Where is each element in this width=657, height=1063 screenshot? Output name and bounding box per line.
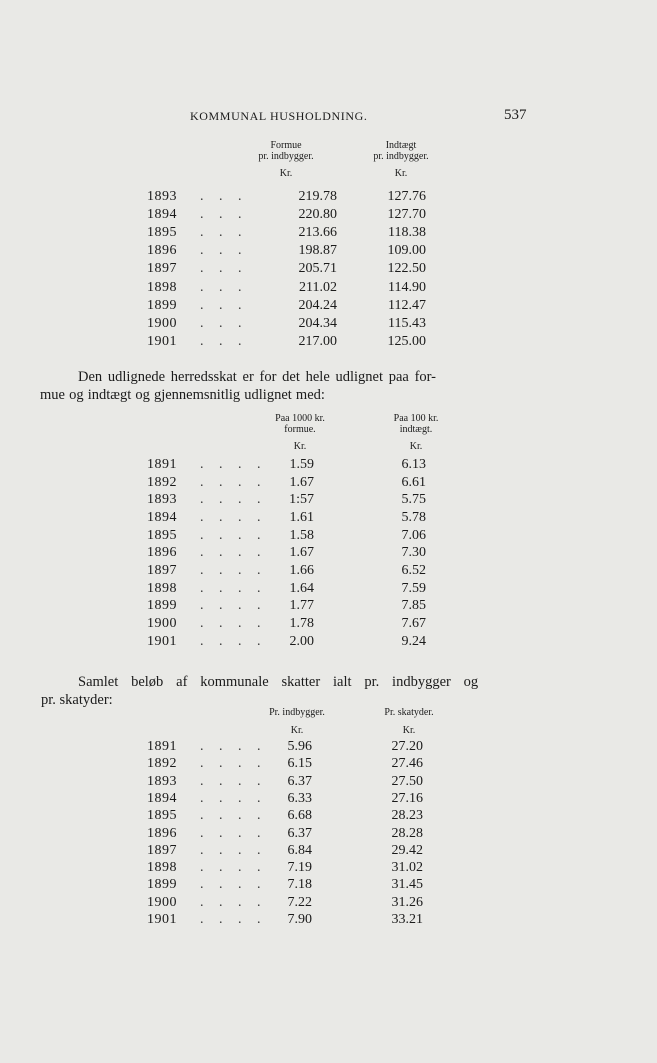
year-cell: 1894 <box>147 790 177 806</box>
header-line: indtægt. <box>399 424 433 435</box>
leader-dots: . . . . <box>200 842 267 858</box>
leader-dots: . . . . <box>200 912 267 927</box>
value-cell: 217.00 <box>298 333 337 349</box>
paragraph-line: Samlet beløb af kommunale skatter ialt pr. indbygger og <box>78 674 479 690</box>
year-cell: 1899 <box>147 598 177 614</box>
value-cell: 27.20 <box>391 739 423 754</box>
value-cell: 7.06 <box>401 527 426 543</box>
column-header-wealth <box>246 140 326 179</box>
year-cell: 1892 <box>147 756 177 772</box>
year-cell: 1898 <box>147 279 177 295</box>
value-cell: 115.43 <box>388 315 426 331</box>
header-unit: Kr. <box>394 168 408 179</box>
header-line: Paa 1000 kr. <box>275 413 325 424</box>
table-row <box>0 316 657 334</box>
column-header-per-100-income <box>376 413 456 452</box>
value-cell: 28.23 <box>391 808 423 824</box>
leader-dots: . . . . <box>200 615 267 631</box>
leader-dots: . . . . <box>200 474 267 490</box>
paragraph-line: mue og indtægt og gjennemsnitlig udlignet med: <box>40 387 325 403</box>
year-cell: 1898 <box>147 580 177 596</box>
value-cell: 112.47 <box>388 297 426 313</box>
leader-dots: . . . <box>200 261 248 277</box>
year-cell: 1900 <box>147 894 177 910</box>
value-cell: 1.67 <box>289 474 314 490</box>
year-cell: 1892 <box>147 474 177 490</box>
leader-dots: . . . . <box>200 808 267 824</box>
value-cell: 1.66 <box>289 562 314 578</box>
table-row <box>0 598 657 616</box>
leader-dots: . . . <box>200 207 248 223</box>
value-cell: 1.64 <box>289 580 314 596</box>
table-row <box>0 843 657 861</box>
leader-dots: . . . . <box>200 739 267 754</box>
value-cell: 6.37 <box>287 825 312 841</box>
value-cell: 9.24 <box>401 633 426 649</box>
year-cell: 1895 <box>147 225 177 241</box>
value-cell: 29.42 <box>391 842 423 858</box>
column-header-per-1000-wealth <box>260 413 340 452</box>
leader-dots: . . . . <box>200 598 267 614</box>
value-cell: 219.78 <box>298 189 337 204</box>
value-cell: 220.80 <box>298 207 337 223</box>
table-row <box>0 877 657 895</box>
table-row <box>0 298 657 316</box>
leader-dots: . . . . <box>200 825 267 841</box>
value-cell: 1.78 <box>289 615 314 631</box>
leader-dots: . . . . <box>200 756 267 772</box>
leader-dots: . . . . <box>200 509 267 525</box>
value-cell: 5.75 <box>401 492 426 508</box>
table-row <box>0 563 657 581</box>
year-cell: 1895 <box>147 808 177 824</box>
table-row <box>0 261 657 279</box>
year-cell: 1897 <box>147 842 177 858</box>
value-cell: 7.19 <box>287 860 312 876</box>
value-cell: 6.52 <box>401 562 426 578</box>
year-cell: 1896 <box>147 545 177 561</box>
value-cell: 7.90 <box>287 912 312 927</box>
value-cell: 127.70 <box>387 207 426 223</box>
table-row <box>0 791 657 809</box>
value-cell: 31.02 <box>391 860 423 876</box>
leader-dots: . . . . <box>200 633 267 649</box>
table-row <box>0 739 657 757</box>
paragraph-herredsskat <box>40 368 437 404</box>
column-header-per-taxpayer <box>369 707 449 736</box>
header-line: pr. indbygger. <box>373 151 429 162</box>
value-cell: 33.21 <box>391 912 423 927</box>
leader-dots: . . . . <box>200 860 267 876</box>
value-cell: 6.61 <box>401 474 426 490</box>
value-cell: 27.16 <box>391 790 423 806</box>
value-cell: 6.33 <box>287 790 312 806</box>
table-row <box>0 528 657 546</box>
year-cell: 1896 <box>147 243 177 259</box>
header-line: Pr. skatyder. <box>384 707 434 718</box>
year-cell: 1895 <box>147 527 177 543</box>
value-cell: 28.28 <box>391 825 423 841</box>
value-cell: 6.13 <box>401 457 426 472</box>
leader-dots: . . . . <box>200 545 267 561</box>
table-row <box>0 616 657 634</box>
header-line: pr. indbygger. <box>258 151 314 162</box>
value-cell: 7.85 <box>401 598 426 614</box>
value-cell: 1:57 <box>289 492 314 508</box>
value-cell: 5.96 <box>287 739 312 754</box>
table-row <box>0 756 657 774</box>
leader-dots: . . . <box>200 225 248 241</box>
leader-dots: . . . <box>200 333 248 349</box>
value-cell: 7.22 <box>287 894 312 910</box>
value-cell: 198.87 <box>298 243 337 259</box>
value-cell: 1.77 <box>289 598 314 614</box>
table-row <box>0 510 657 528</box>
value-cell: 6.15 <box>287 756 312 772</box>
column-header-income <box>359 140 443 179</box>
header-unit: Kr. <box>402 725 416 736</box>
value-cell: 6.68 <box>287 808 312 824</box>
value-cell: 7.67 <box>401 615 426 631</box>
leader-dots: . . . . <box>200 562 267 578</box>
table-row <box>0 581 657 599</box>
year-cell: 1891 <box>147 739 177 754</box>
value-cell: 204.34 <box>298 315 337 331</box>
leader-dots: . . . <box>200 297 248 313</box>
header-line: Pr. indbygger. <box>269 707 325 718</box>
value-cell: 1.61 <box>289 509 314 525</box>
year-cell: 1894 <box>147 207 177 223</box>
leader-dots: . . . . <box>200 457 267 472</box>
year-cell: 1896 <box>147 825 177 841</box>
value-cell: 125.00 <box>387 333 426 349</box>
year-cell: 1899 <box>147 877 177 893</box>
table-row <box>0 189 657 207</box>
leader-dots: . . . . <box>200 790 267 806</box>
value-cell: 2.00 <box>289 633 314 649</box>
value-cell: 1.67 <box>289 545 314 561</box>
header-line: Paa 100 kr. <box>393 413 439 424</box>
year-cell: 1897 <box>147 261 177 277</box>
table-row <box>0 225 657 243</box>
value-cell: 118.38 <box>388 225 426 241</box>
value-cell: 213.66 <box>298 225 337 241</box>
value-cell: 1.59 <box>289 457 314 472</box>
year-cell: 1894 <box>147 509 177 525</box>
value-cell: 122.50 <box>387 261 426 277</box>
year-cell: 1900 <box>147 315 177 331</box>
header-line: Indtægt <box>385 140 417 151</box>
leader-dots: . . . <box>200 189 248 204</box>
column-header-per-inhabitant <box>254 707 340 736</box>
value-cell: 27.50 <box>391 773 423 789</box>
table-row <box>0 774 657 792</box>
value-cell: 7.18 <box>287 877 312 893</box>
table-row <box>0 545 657 563</box>
year-cell: 1891 <box>147 457 177 472</box>
value-cell: 5.78 <box>401 509 426 525</box>
table-row <box>0 457 657 475</box>
running-head <box>0 107 657 125</box>
leader-dots: . . . . <box>200 527 267 543</box>
leader-dots: . . . <box>200 279 248 295</box>
value-cell: 31.45 <box>391 877 423 893</box>
year-cell: 1897 <box>147 562 177 578</box>
header-line: Formue <box>270 140 302 151</box>
running-title: KOMMUNAL HUSHOLDNING. <box>190 109 368 123</box>
table-row <box>0 334 657 352</box>
value-cell: 127.76 <box>387 189 426 204</box>
value-cell: 211.02 <box>299 279 337 295</box>
value-cell: 6.37 <box>287 773 312 789</box>
year-cell: 1893 <box>147 492 177 508</box>
year-cell: 1899 <box>147 297 177 313</box>
paragraph-line: pr. skatyder: <box>41 692 113 708</box>
header-line: formue. <box>284 424 316 435</box>
year-cell: 1900 <box>147 615 177 631</box>
value-cell: 31.26 <box>391 894 423 910</box>
leader-dots: . . . . <box>200 580 267 596</box>
leader-dots: . . . <box>200 315 248 331</box>
value-cell: 1.58 <box>289 527 314 543</box>
year-cell: 1893 <box>147 189 177 204</box>
leader-dots: . . . . <box>200 492 267 508</box>
year-cell: 1898 <box>147 860 177 876</box>
value-cell: 204.24 <box>298 297 337 313</box>
leader-dots: . . . . <box>200 877 267 893</box>
value-cell: 109.00 <box>387 243 426 259</box>
value-cell: 6.84 <box>287 842 312 858</box>
table-row <box>0 280 657 298</box>
header-unit: Kr. <box>409 441 423 452</box>
year-cell: 1901 <box>147 633 177 649</box>
paragraph-line: Den udlignede herredsskat er for det hele udlignet paa for- <box>78 369 437 385</box>
table-row <box>0 492 657 510</box>
year-cell: 1901 <box>147 333 177 349</box>
value-cell: 7.30 <box>401 545 426 561</box>
header-unit: Kr. <box>290 725 304 736</box>
table-row <box>0 475 657 493</box>
value-cell: 114.90 <box>388 279 426 295</box>
year-cell: 1893 <box>147 773 177 789</box>
table-row <box>0 912 657 930</box>
leader-dots: . . . . <box>200 894 267 910</box>
value-cell: 7.59 <box>401 580 426 596</box>
leader-dots: . . . <box>200 243 248 259</box>
header-unit: Kr. <box>279 168 293 179</box>
paragraph-total-taxes <box>41 673 479 709</box>
value-cell: 205.71 <box>298 261 337 277</box>
table-row <box>0 207 657 225</box>
page-number: 537 <box>504 107 527 123</box>
header-unit: Kr. <box>293 441 307 452</box>
value-cell: 27.46 <box>391 756 423 772</box>
table-row <box>0 860 657 878</box>
table-row <box>0 634 657 652</box>
leader-dots: . . . . <box>200 773 267 789</box>
table-row <box>0 826 657 844</box>
table-row <box>0 808 657 826</box>
table-row <box>0 243 657 261</box>
year-cell: 1901 <box>147 912 177 927</box>
table-row <box>0 895 657 913</box>
